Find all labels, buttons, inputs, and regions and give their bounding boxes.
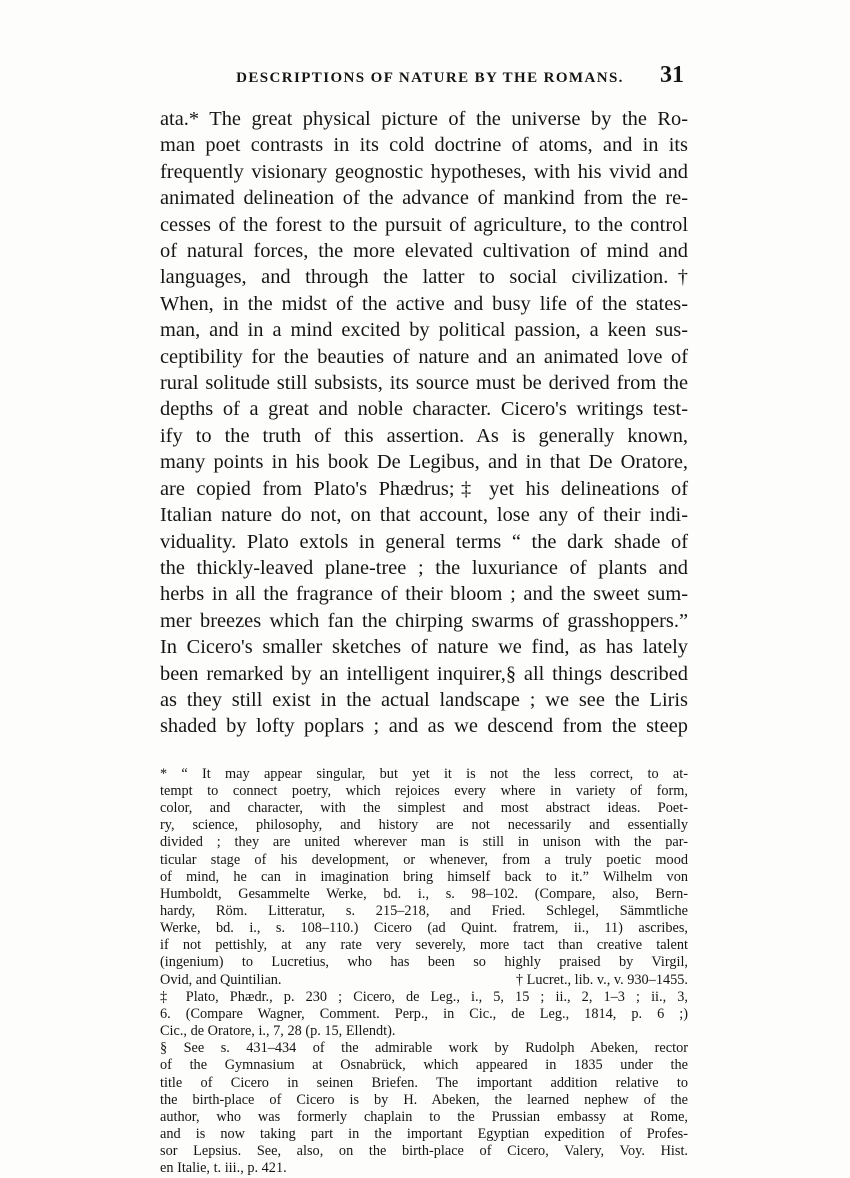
text-line: author, who was formerly chaplain to the Prussian embassy at Rome, (160, 1108, 688, 1125)
text-line: * “ It may appear singular, but yet it is not the less correct, to at- (160, 765, 688, 782)
text-line: of the Gymnasium at Osnabrück, which appeared in 1835 under the (160, 1057, 688, 1074)
page-header (160, 62, 688, 98)
text-line: shaded by lofty poplars ; and as we descend from the steep (160, 715, 688, 738)
text-line: en Italie, t. iii., p. 421. (160, 1160, 287, 1177)
text-line: been remarked by an intelligent inquirer,§ all things described (160, 662, 688, 685)
text-line: the birth-place of Cicero is by H. Abeken, the learned nephew of the (160, 1091, 688, 1108)
footnote-split-left: Ovid, and Quintilian. (160, 971, 282, 988)
page-number: 31 (660, 62, 684, 88)
text-line: of mind, he can in imagination bring himself back to it.” Wilhelm von (160, 868, 688, 885)
text-line: as they still exist in the actual landscape ; we see the Liris (160, 688, 688, 711)
text-line: color, and character, with the simplest and most abstract ideas. Poet- (160, 800, 688, 817)
text-line: of natural forces, the more elevated cultivation of mind and (160, 240, 688, 263)
text-line: When, in the midst of the active and busy life of the states- (160, 292, 688, 315)
text-line: and is now taking part in the important Egyptian expedition of Profes- (160, 1126, 688, 1143)
text-line: 6. (Compare Wagner, Comment. Perp., in Cic., de Leg., 1814, p. 6 ;) (160, 1005, 688, 1022)
footnote-split-line (160, 972, 688, 989)
text-line: frequently visionary geognostic hypotheses, with his vivid and (160, 160, 688, 183)
text-line: sor Lepsius. See, also, on the birth-place of Cicero, Valery, Voy. Hist. (160, 1143, 688, 1160)
running-head: DESCRIPTIONS OF NATURE BY THE ROMANS. (236, 70, 624, 86)
text-line: hardy, Röm. Litteratur, s. 215–218, and Fried. Schlegel, Sämmtliche (160, 903, 688, 919)
text-line: cesses of the forest to the pursuit of agriculture, to the control (160, 213, 688, 236)
text-line: (ingenium) to Lucretius, who has been so highly praised by Virgil, (160, 954, 688, 971)
text-line: man, and in a mind excited by political passion, a keen sus- (160, 319, 688, 342)
text-line: many points in his book De Legibus, and in that De Oratore, (160, 451, 688, 474)
text-line: mer breezes which fan the chirping swarms of grasshoppers.” (160, 609, 688, 632)
text-line: ry, science, philosophy, and history are not necessarily and essentially (160, 817, 688, 834)
text-line: animated delineation of the advance of mankind from the re- (160, 187, 688, 210)
text-line: ata.* The great physical picture of the universe by the Ro- (160, 108, 688, 130)
text-line: the thickly-leaved plane-tree ; the luxuriance of plants and (160, 556, 688, 579)
text-line: § See s. 431–434 of the admirable work by Rudolph Abeken, rector (160, 1040, 688, 1057)
text-line: Werke, bd. i., s. 108–110.) Cicero (ad Quint. fratrem, ii., 11) ascribes, (160, 920, 688, 937)
text-line: tempt to connect poetry, which rejoices every where in variety of form, (160, 782, 688, 799)
text-line: ify to the truth of this assertion. As is generally known, (160, 424, 688, 447)
text-line: Cic., de Oratore, i., 7, 28 (p. 15, Ellendt). (160, 1023, 396, 1040)
text-line: ceptibility for the beauties of nature and an animated love of (160, 345, 688, 368)
text-line: if not pettishly, at any rate very severely, more tact than creative talent (160, 937, 688, 954)
footnote-split-right: † Lucret., lib. v., v. 930–1455. (515, 971, 688, 988)
text-line: are copied from Plato's Phædrus;‡ yet his delineations of (160, 477, 688, 500)
main-text (160, 106, 688, 740)
text-line: ticular stage of his development, or whenever, from a truly poetic mood (160, 851, 688, 868)
text-line: Italian nature do not, on that account, lose any of their indi- (160, 504, 688, 527)
text-line: Humboldt, Gesammelte Werke, bd. i., s. 98–102. (Compare, also, Bern- (160, 885, 688, 902)
text-line: depths of a great and noble character. Cicero's writings test- (160, 398, 688, 421)
footnotes (160, 766, 688, 1178)
text-line: herbs in all the fragrance of their bloom ; and the sweet sum- (160, 583, 688, 606)
text-line: languages, and through the latter to social civilization.† (160, 266, 688, 289)
text-line: In Cicero's smaller sketches of nature we find, as has lately (160, 636, 688, 659)
book-page (160, 62, 688, 1178)
text-line: ‡ Plato, Phædr., p. 230 ; Cicero, de Leg., i., 5, 15 ; ii., 2, 1–3 ; ii., 3, (160, 988, 688, 1005)
text-line: viduality. Plato extols in general terms “ the dark shade of (160, 530, 688, 553)
text-line: title of Cicero in seinen Briefen. The important addition relative to (160, 1074, 688, 1091)
text-line: man poet contrasts in its cold doctrine of atoms, and in its (160, 134, 688, 157)
text-line: rural solitude still subsists, its source must be derived from the (160, 372, 688, 395)
text-line: divided ; they are united wherever man is still in unison with the par- (160, 834, 688, 851)
